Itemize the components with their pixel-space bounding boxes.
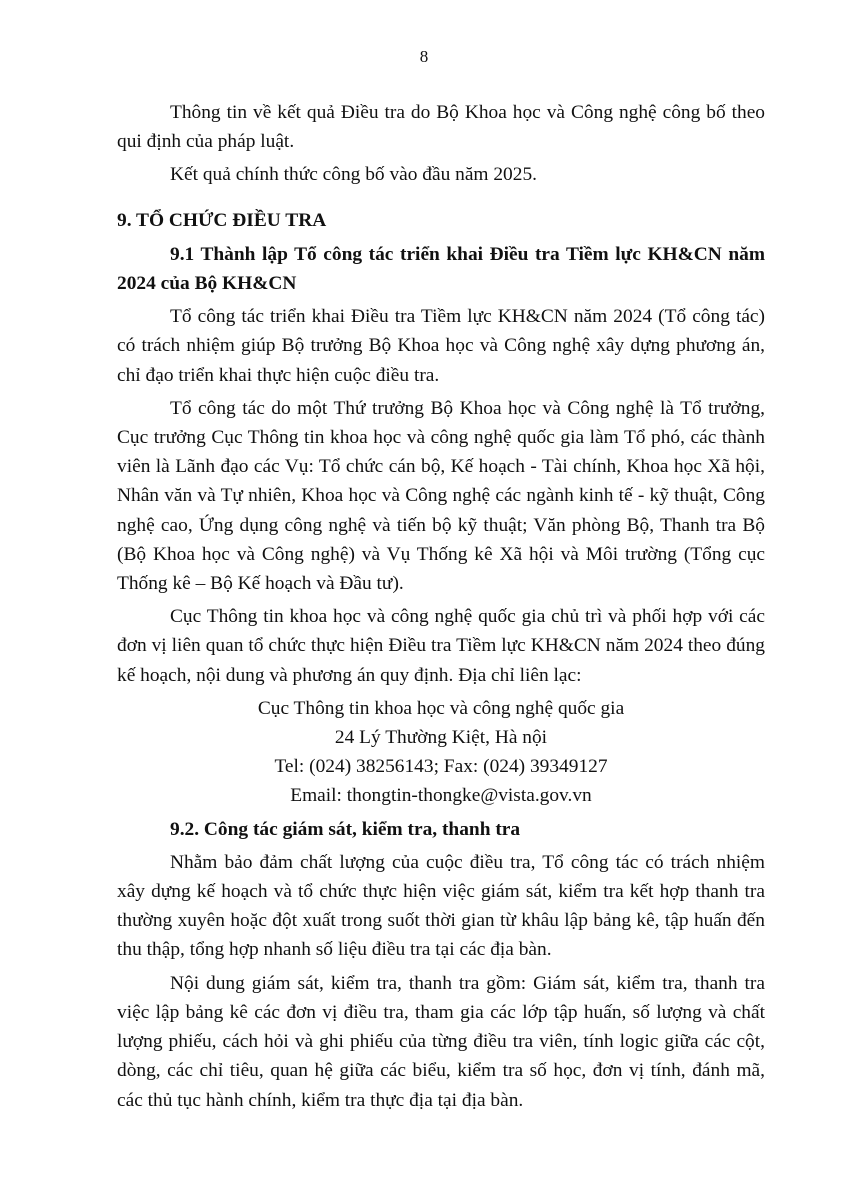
page-content bbox=[117, 98, 765, 1119]
address-phone-fax: Tel: (024) 38256143; Fax: (024) 39349127 bbox=[274, 756, 608, 778]
intro-paragraph: Kết quả chính thức công bố vào đầu năm 2025. bbox=[170, 164, 537, 186]
body-paragraph: Tổ công tác triển khai Điều tra Tiềm lực KH&CN năm 2024 (Tổ công tác) có trách nhiệm giúp Bộ trưởng Bộ Khoa học và Công nghệ xây dựng phương án, chỉ đạo triển khai thực hiện cuộc điều tra. bbox=[117, 306, 765, 386]
address-organization: Cục Thông tin khoa học và công nghệ quốc gia bbox=[257, 697, 625, 719]
subsection-heading: 9.1 Thành lập Tổ công tác triển khai Điều tra Tiềm lực KH&CN năm 2024 của Bộ KH&CN bbox=[117, 243, 765, 295]
contact-address-block bbox=[117, 694, 765, 811]
body-paragraph: Cục Thông tin khoa học và công nghệ quốc gia chủ trì và phối hợp với các đơn vị liên quan tổ chức thực hiện Điều tra Tiềm lực KH&CN năm 2024 theo đúng kế hoạch, nội dung và phương án quy định. Địa chỉ liên lạc: bbox=[117, 606, 765, 686]
page-number: 8 bbox=[419, 47, 429, 66]
body-paragraph: Tổ công tác do một Thứ trưởng Bộ Khoa học và Công nghệ là Tổ trưởng, Cục trưởng Cục Thông tin khoa học và công nghệ quốc gia làm Tổ phó, các thành viên là Lãnh đạo các Vụ: Tổ chức cán bộ, Kế hoạch - Tài chính, Khoa học Xã hội, Nhân văn và Tự nhiên, Khoa học và Công nghệ các ngành kinh tế - kỹ thuật, Công nghệ cao, Ứng dụng công nghệ và tiến bộ kỹ thuật; Văn phòng Bộ, Thanh tra Bộ (Bộ Khoa học và Công nghệ) và Vụ Thống kê Xã hội và Môi trường (Tổng cục Thống kê – Bộ Kế hoạch và Đầu tư). bbox=[117, 397, 765, 595]
intro-paragraph: Thông tin về kết quả Điều tra do Bộ Khoa học và Công nghệ công bố theo qui định của pháp luật. bbox=[117, 102, 765, 153]
address-email: Email: thongtin-thongke@vista.gov.vn bbox=[290, 785, 592, 807]
body-paragraph: Nội dung giám sát, kiểm tra, thanh tra gồm: Giám sát, kiểm tra, thanh tra việc lập bảng kê các đơn vị điều tra, tham gia các lớp tập huấn, số lượng và chất lượng phiếu, cách hỏi và ghi phiếu của từng điều tra viên, tính logic giữa các cột, dòng, các chỉ tiêu, quan hệ giữa các biểu, kiểm tra số học, đơn vị tính, đánh mã, các thủ tục hành chính, kiểm tra thực địa tại địa bàn. bbox=[117, 972, 765, 1111]
address-street: 24 Lý Thường Kiệt, Hà nội bbox=[334, 727, 548, 749]
section-heading: 9. TỔ CHỨC ĐIỀU TRA bbox=[117, 209, 327, 231]
subsection-heading: 9.2. Công tác giám sát, kiểm tra, thanh tra bbox=[170, 818, 521, 840]
body-paragraph: Nhằm bảo đảm chất lượng của cuộc điều tra, Tổ công tác có trách nhiệm xây dựng kế hoạch và tổ chức thực hiện việc giám sát, kiểm tra kết hợp thanh tra thường xuyên hoặc đột xuất trong suốt thời gian từ khâu lập bảng kê, tập huấn đến thu thập, tổng hợp nhanh số liệu điều tra tại các địa bàn. bbox=[117, 851, 765, 961]
